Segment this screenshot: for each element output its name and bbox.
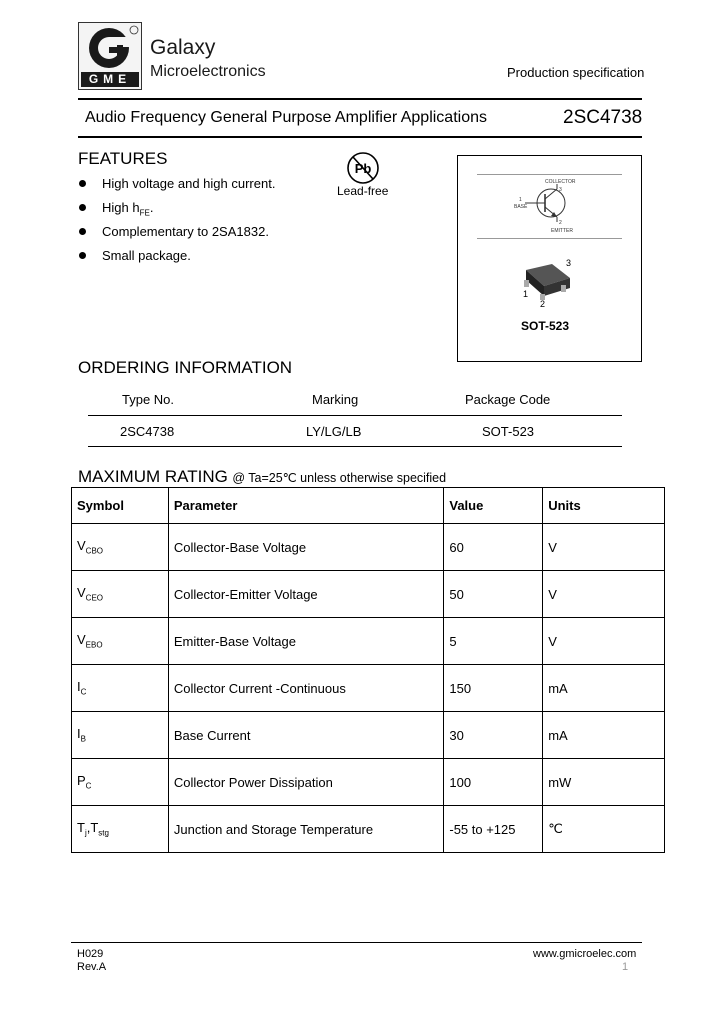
unit-cell: V	[543, 618, 665, 665]
value-cell: 30	[444, 712, 543, 759]
lead-free-label: Lead-free	[337, 184, 389, 198]
pin-collector-number: 3	[559, 187, 562, 193]
features-heading: FEATURES	[78, 149, 168, 168]
table-row	[72, 571, 665, 618]
lead-free-badge	[345, 150, 381, 186]
doc-code: H029	[77, 948, 104, 960]
parameter-cell: Collector-Base Voltage	[168, 524, 443, 571]
rating-heading: MAXIMUM RATING	[78, 467, 228, 486]
pin3-label: 3	[566, 258, 572, 268]
ordering-col-package: Package Code	[465, 392, 551, 407]
ratings-table	[71, 487, 665, 853]
rating-condition: @ Ta=25℃ unless otherwise specified	[232, 471, 447, 485]
parameter-cell: Collector-Emitter Voltage	[168, 571, 443, 618]
symbol-cell: $V_{CBO}$	[72, 524, 169, 571]
symbol-cell: $I_C$	[72, 665, 169, 712]
feature-item: Small package.	[78, 248, 191, 263]
pb-mark: Pb	[354, 161, 372, 176]
symbol-cell: $P_C$	[72, 759, 169, 806]
col-symbol: Symbol	[72, 488, 169, 524]
bullet-icon	[79, 228, 86, 235]
table-row	[72, 712, 665, 759]
website-link[interactable]: www.gmicroelec.com	[533, 948, 637, 960]
pin2-label: 2	[540, 299, 546, 308]
logo-letters: GME	[88, 72, 132, 86]
revision: Rev.A	[77, 961, 107, 973]
unit-cell: ℃	[543, 806, 665, 853]
table-row	[72, 759, 665, 806]
symbol-cell: $V_{EBO}$	[72, 618, 169, 665]
value-cell: 50	[444, 571, 543, 618]
ordering-rule	[88, 415, 622, 416]
ordering-col-type: Type No.	[122, 392, 175, 407]
package-name: SOT-523	[521, 319, 570, 333]
bullet-icon	[79, 204, 86, 211]
pin-emitter-label: EMITTER	[551, 228, 573, 234]
feature-item: High $h_{FE}$.	[78, 200, 153, 218]
bullet-icon	[79, 252, 86, 259]
transistor-symbol-icon	[505, 176, 585, 238]
title-divider	[78, 136, 642, 138]
company-logo	[78, 22, 142, 90]
header-divider	[78, 98, 642, 100]
rating-heading-line	[78, 467, 446, 487]
spec-type: Production specification	[507, 65, 645, 80]
pin-emitter-number: 2	[559, 220, 562, 226]
feature-item: High voltage and high current.	[78, 176, 275, 191]
table-row	[72, 806, 665, 853]
ordering-package-value: SOT-523	[482, 424, 535, 439]
sot523-package-icon	[512, 256, 582, 308]
document-title: Audio Frequency General Purpose Amplifier Applications	[85, 109, 487, 126]
company-name: Galaxy	[150, 36, 216, 59]
col-parameter: Parameter	[168, 488, 443, 524]
table-row	[72, 524, 665, 571]
unit-cell: V	[543, 571, 665, 618]
ordering-heading: ORDERING INFORMATION	[78, 358, 293, 377]
hfe-subscript: FE	[139, 208, 150, 218]
unit-cell: mW	[543, 759, 665, 806]
ordering-marking-value: LY/LG/LB	[306, 424, 362, 439]
table-row	[72, 665, 665, 712]
parameter-cell: Emitter-Base Voltage	[168, 618, 443, 665]
footer-divider	[71, 942, 642, 943]
company-subtitle: Microelectronics	[150, 63, 266, 80]
parameter-cell: Junction and Storage Temperature	[168, 806, 443, 853]
schematic-top-rule	[477, 174, 622, 175]
pin-base-label: BASE	[514, 204, 528, 210]
part-number: 2SC4738	[563, 107, 643, 128]
bullet-icon	[79, 180, 86, 187]
ordering-type-value: 2SC4738	[120, 424, 175, 439]
pin-base-number: 1	[519, 197, 522, 203]
symbol-cell: $V_{CEO}$	[72, 571, 169, 618]
value-cell: 100	[444, 759, 543, 806]
parameter-cell: Collector Power Dissipation	[168, 759, 443, 806]
symbol-cell: $T_j,T_{stg}$	[72, 806, 169, 853]
unit-cell: mA	[543, 665, 665, 712]
schematic-bottom-rule	[477, 238, 622, 239]
unit-cell: V	[543, 524, 665, 571]
ordering-rule	[88, 446, 622, 447]
parameter-cell: Collector Current -Continuous	[168, 665, 443, 712]
parameter-cell: Base Current	[168, 712, 443, 759]
page-number: 1	[622, 961, 629, 973]
value-cell: -55 to +125	[444, 806, 543, 853]
pb-free-icon	[345, 150, 381, 186]
feature-item: Complementary to 2SA1832.	[78, 224, 269, 239]
unit-cell: mA	[543, 712, 665, 759]
ordering-col-marking: Marking	[312, 392, 359, 407]
col-units: Units	[543, 488, 665, 524]
symbol-cell: $I_B$	[72, 712, 169, 759]
pin-collector-label: COLLECTOR	[545, 179, 576, 185]
value-cell: 150	[444, 665, 543, 712]
table-row	[72, 618, 665, 665]
col-value: Value	[444, 488, 543, 524]
value-cell: 5	[444, 618, 543, 665]
value-cell: 60	[444, 524, 543, 571]
table-header-row	[72, 488, 665, 524]
pin1-label: 1	[523, 289, 529, 299]
